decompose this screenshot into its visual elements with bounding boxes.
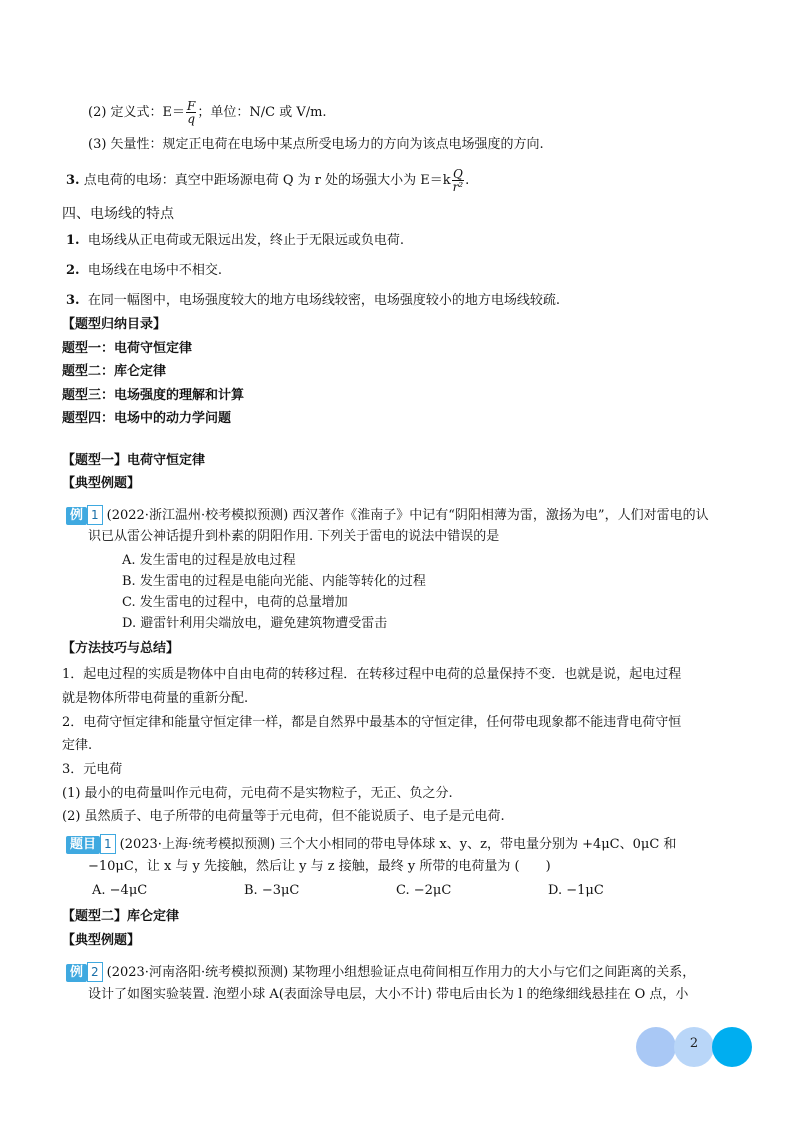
section-item (66, 262, 222, 280)
method-line: 3．元电荷 (62, 762, 123, 777)
item-number: 2. (66, 263, 80, 278)
problem-option-d: D. −1μC (548, 883, 604, 898)
problem-badge: 题目 (66, 836, 100, 854)
fraction-f-over-q (186, 100, 196, 125)
typical-example-title: 【典型例题】 (62, 476, 141, 491)
section-item (66, 292, 560, 310)
definition-formula-line (88, 100, 327, 125)
frac-denominator: r² (452, 180, 464, 194)
method-line: 1．起电过程的实质是物体中自由电荷的转移过程．在转移过程中电荷的总量保持不变．也就是说，起电过程 (62, 667, 682, 682)
problem-number: 1 (100, 834, 116, 854)
method-line: 2．电荷守恒定律和能量守恒定律一样，都是自然界中最基本的守恒定律，任何带电现象都不能违背电荷守恒 (62, 715, 682, 730)
point-charge-line (66, 168, 469, 193)
option-b: B. 发生雷电的过程是电能向光能、内能等转化的过程 (122, 574, 426, 589)
section-title: 四、电场线的特点 (62, 206, 174, 222)
example2-line2: 设计了如图实验装置. 泡塑小球 A(表面涂导电层，大小不计) 带电后由长为 l 的绝缘细线悬挂在 O 点，小 (88, 987, 689, 1002)
typical-example-title: 【典型例题】 (62, 933, 141, 948)
point-charge-suffix: . (465, 173, 470, 188)
option-d: D. 避雷针利用尖端放电，避免建筑物遭受雷击 (122, 616, 388, 631)
item-number: 3. (66, 173, 80, 188)
example-number: 2 (87, 962, 103, 982)
item-number: 3. (66, 293, 80, 308)
example1-line1 (66, 505, 709, 525)
item-text: 电场线在电场中不相交. (87, 263, 222, 278)
toc-item: 题型二：库仑定律 (62, 364, 167, 379)
type1-title: 【题型一】电荷守恒定律 (62, 453, 206, 468)
example-text: (2022·浙江温州·校考模拟预测) 西汉著作《淮南子》中记有“阴阳相薄为雷，激扬为电”，人们对雷电的认 (106, 508, 709, 523)
method-line: (2) 虽然质子、电子所带的电荷量等于元电荷，但不能说质子、电子是元电荷. (62, 809, 505, 824)
section-item (66, 232, 404, 250)
toc-item: 题型三：电场强度的理解和计算 (62, 388, 245, 403)
problem1-line2: −10μC，让 x 与 y 先接触，然后让 y 与 z 接触，最终 y 所带的电荷量为 ( ) (88, 859, 551, 874)
type2-title: 【题型二】库仑定律 (62, 909, 180, 924)
decor-circle-right (712, 1027, 752, 1067)
item-number: 1. (66, 233, 80, 248)
example1-line2: 识已从雷公神话提升到朴素的阴阳作用. 下列关于雷电的说法中错误的是 (88, 529, 500, 544)
item-text: 电场线从正电荷或无限远出发，终止于无限远或负电荷. (87, 233, 404, 248)
example-number: 1 (87, 505, 103, 525)
method-line: 定律. (62, 738, 93, 753)
method-line: (1) 最小的电荷量叫作元电荷，元电荷不是实物粒子，无正、负之分. (62, 786, 453, 801)
frac-numerator: Q (452, 167, 463, 181)
decor-circle-left (636, 1027, 676, 1067)
frac-denominator: q (187, 112, 196, 126)
page-number: 2 (689, 1036, 699, 1051)
example-badge: 例 (66, 964, 87, 982)
option-a: A. 发生雷电的过程是放电过程 (122, 553, 296, 568)
toc-title: 【题型归纳目录】 (62, 317, 167, 332)
method-title: 【方法技巧与总结】 (62, 641, 180, 656)
toc-item: 题型四：电场中的动力学问题 (62, 411, 232, 426)
problem-option-c: C. −2μC (396, 883, 452, 898)
method-line: 就是物体所带电荷量的重新分配. (62, 691, 249, 706)
toc-item: 题型一：电荷守恒定律 (62, 341, 193, 356)
problem-option-b: B. −3μC (244, 883, 300, 898)
example2-line1 (66, 962, 695, 982)
definition-suffix: ；单位：N/C 或 V/m. (197, 105, 327, 120)
fraction-q-over-r2 (452, 168, 465, 193)
point-charge-prefix: 点电荷的电场：真空中距场源电荷 Q 为 r 处的场强大小为 E＝k (83, 173, 451, 188)
problem-text: (2023·上海·统考模拟预测) 三个大小相同的带电导体球 x、y、z，带电量分别为 +4μC、0μC 和 (119, 837, 677, 852)
problem1-line1 (66, 834, 676, 854)
vector-property-line: (3) 矢量性：规定正电荷在电场中某点所受电场力的方向为该点电场强度的方向. (88, 137, 544, 152)
item-text: 在同一幅图中，电场强度较大的地方电场线较密，电场强度较小的地方电场线较疏. (87, 293, 560, 308)
example-text: (2023·河南洛阳·统考模拟预测) 某物理小组想验证点电荷间相互作用力的大小与它们之间距离的关系， (106, 965, 696, 980)
frac-numerator: F (187, 99, 196, 113)
option-c: C. 发生雷电的过程中，电荷的总量增加 (122, 595, 348, 610)
problem-option-a: A. −4μC (92, 883, 148, 898)
definition-prefix: (2) 定义式：E＝ (88, 105, 186, 120)
example-badge: 例 (66, 507, 87, 525)
